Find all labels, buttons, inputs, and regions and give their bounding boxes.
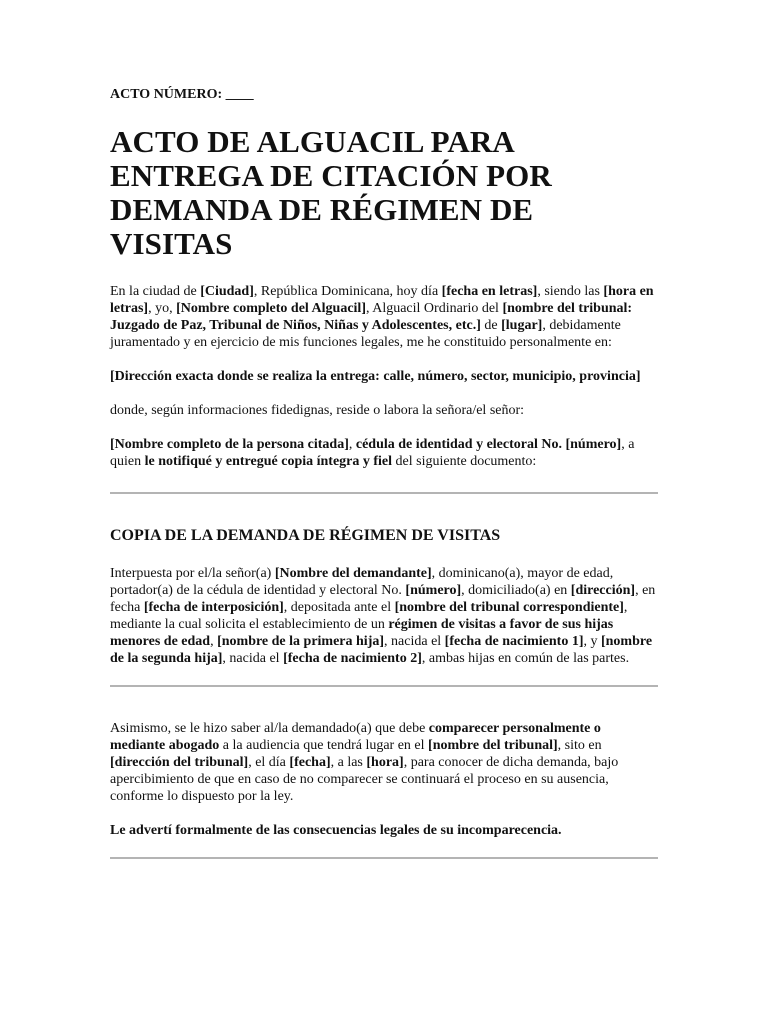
intro-paragraph: En la ciudad de [Ciudad], República Dominicana, hoy día [fecha en letras], siendo las [hora en letras], yo, [Nombre completo del Alguacil], Alguacil Ordinario del [nombre del tribunal: Juzgado de Paz, Tribunal de Niños, Niñas y Adolescentes, etc.] de [lugar], debidamente juramentado y en ejercicio de mis funciones legales, me he constituido personalmente en: bbox=[110, 284, 654, 350]
person-paragraph: [Nombre completo de la persona citada], cédula de identidad y electoral No. [número], a quien le notifiqué y entregué copia íntegra y fiel del siguiente documento: bbox=[110, 437, 635, 469]
section-title: COPIA DE LA DEMANDA DE RÉGIMEN DE VISITAS bbox=[110, 527, 501, 544]
demanda-paragraph: Interpuesta por el/la señor(a) [Nombre del demandante], dominicano(a), mayor de edad, portador(a) de la cédula de identidad y electoral No. [número], domiciliado(a) en [dirección], en fecha [fecha de interposición], depositada ante el [nombre del tribunal correspondiente], mediante la cual solicita el establecimiento de un régimen de visitas a favor de sus hijas menores de edad, [nombre de la primera hija], nacida el [fecha de nacimiento 1], y [nombre de la segunda hija], nacida el [fecha de nacimiento 2], ambas hijas en común de las partes. bbox=[110, 566, 656, 666]
address-paragraph: [Dirección exacta donde se realiza la entrega: calle, número, sector, municipio, provincia] bbox=[110, 369, 641, 384]
resides-paragraph: donde, según informaciones fidedignas, reside o labora la señora/el señor: bbox=[110, 403, 525, 418]
divider-3 bbox=[110, 857, 658, 859]
divider-1 bbox=[110, 492, 658, 494]
acto-numero: ACTO NÚMERO: ____ bbox=[110, 87, 254, 102]
document-title: ACTO DE ALGUACIL PARA ENTREGA DE CITACIÓN POR DEMANDA DE RÉGIMEN DE VISITAS bbox=[110, 124, 552, 261]
warning-paragraph: Le advertí formalmente de las consecuencias legales de su incomparecencia. bbox=[110, 823, 562, 838]
divider-2 bbox=[110, 685, 658, 687]
asimismo-paragraph: Asimismo, se le hizo saber al/la demandado(a) que debe comparecer personalmente o mediante abogado a la audiencia que tendrá lugar en el [nombre del tribunal], sito en [dirección del tribunal], el día [fecha], a las [hora], para conocer de dicha demanda, bajo apercibimiento de que en caso de no comparecer se continuará el proceso en su ausencia, conforme lo dispuesto por la ley. bbox=[110, 721, 619, 804]
